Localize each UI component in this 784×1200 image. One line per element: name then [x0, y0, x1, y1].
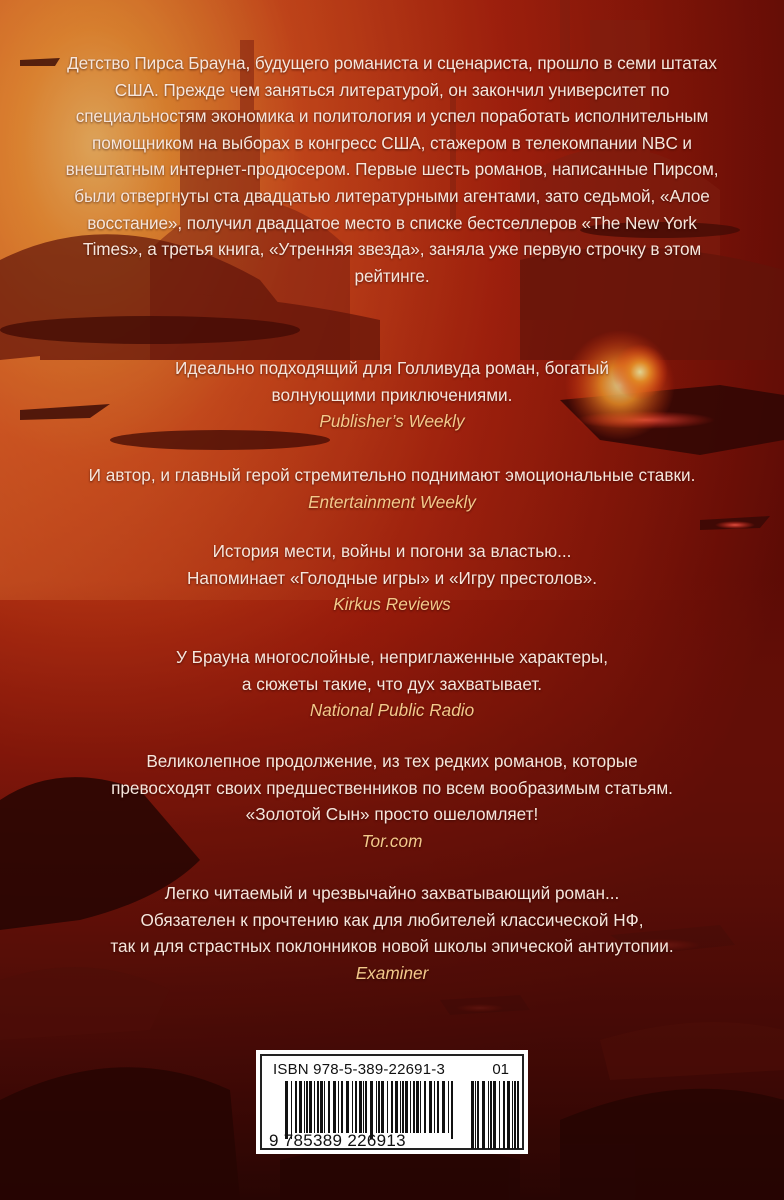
quote-line: Легко читаемый и чрезвычайно захватывающий роман...	[164, 883, 620, 903]
quote-line: так и для страстных поклонников новой школы эпической антиутопии.	[110, 936, 674, 957]
barcode-bar	[434, 1081, 435, 1133]
barcode-bar	[381, 1081, 384, 1133]
quote-line: Обязателен к прочтению как для любителей классической НФ,	[140, 909, 644, 930]
review-quote-3	[30, 538, 754, 618]
isbn-label: ISBN 978-5-389-22691-3	[273, 1061, 446, 1078]
barcode-bar	[355, 1081, 357, 1133]
barcode-bar	[488, 1081, 489, 1149]
quote-source: Kirkus Reviews	[333, 594, 451, 615]
quote-source: Publisher’s Weekly	[319, 411, 465, 432]
review-quote-2	[30, 462, 754, 515]
barcode-bar	[328, 1081, 330, 1133]
quote-source: Examiner	[355, 962, 429, 983]
barcode-bar	[482, 1081, 485, 1149]
barcode-bar	[517, 1081, 519, 1149]
barcode-bar	[499, 1081, 500, 1149]
barcode-bar	[363, 1081, 364, 1133]
barcode-bar	[448, 1081, 449, 1133]
barcode-bar	[416, 1081, 419, 1133]
barcode-bar	[295, 1081, 297, 1133]
barcode-bar	[309, 1081, 312, 1133]
barcode-bar	[365, 1081, 367, 1133]
barcode-bar	[514, 1081, 516, 1149]
quote-line: Великолепное продолжение, из тех редких романов, которые	[146, 751, 638, 771]
barcode-bar	[451, 1081, 453, 1139]
barcode-bar	[410, 1081, 411, 1133]
barcode-bar	[378, 1081, 380, 1133]
barcode-bar	[493, 1081, 496, 1149]
barcode-bar	[424, 1081, 426, 1133]
barcode-bar	[400, 1081, 401, 1133]
barcode-bar	[507, 1081, 510, 1149]
review-quote-5	[30, 748, 754, 854]
barcode-bar	[314, 1081, 315, 1133]
quote-line: а сюжеты такие, что дух захватывает.	[241, 673, 543, 694]
barcode-bar	[437, 1081, 439, 1133]
quote-line: История мести, войны и погони за властью...	[212, 541, 572, 561]
barcode-bar	[503, 1081, 505, 1149]
quote-line: Напоминает «Голодные игры» и «Игру престолов».	[187, 567, 597, 588]
barcode-area	[265, 1059, 519, 1150]
author-bio-paragraph: Детство Пирса Брауна, будущего романиста и сценариста, прошло в семи штатах США. Прежде чем заняться литературой, он закончил университет по специальностям экономика и политология и успел поработать исполнительным помощником на выборах в конгресс США, стажером в телекомпании NBC и внештатным интернет-продюсером. Первые шесть романов, написанные Пирсом, были отвергнуты ста двадцатью литературными агентами, зато седьмой, «Алое восстание», получил двадцатое место в списке бестселлеров «The New York Times», а третья книга, «Утренняя звезда», заняла уже первую строчку в этом рейтинге.	[65, 53, 719, 286]
barcode-bar	[420, 1081, 421, 1133]
quote-line: волнующими приключениями.	[271, 384, 513, 405]
barcode-bar	[391, 1081, 393, 1133]
quote-line: У Брауна многослойные, неприглаженные характеры,	[175, 647, 608, 667]
barcode-bar	[512, 1081, 513, 1149]
barcode-bar	[395, 1081, 398, 1133]
review-quote-6	[30, 880, 754, 986]
barcode-bar	[429, 1081, 432, 1133]
barcode-bar	[405, 1081, 408, 1133]
quote-line: Идеально подходящий для Голливуда роман, богатый	[175, 358, 609, 378]
barcode-bar	[320, 1081, 323, 1133]
barcode-bar	[475, 1081, 476, 1149]
barcode-bar	[346, 1081, 349, 1133]
review-quote-1	[30, 355, 754, 435]
quote-line: «Золотой Сын» просто ошеломляет!	[245, 804, 539, 825]
quote-line: превосходят своих предшественников по всем вообразимым статьям.	[111, 777, 673, 798]
barcode-bar	[442, 1081, 445, 1133]
barcode-bar	[352, 1081, 353, 1133]
barcode-bar	[387, 1081, 388, 1133]
barcode-bar	[333, 1081, 336, 1133]
review-quote-4	[30, 644, 754, 724]
isbn-barcode	[256, 1050, 528, 1154]
barcode-addon-bars	[471, 1081, 519, 1149]
quote-source: Entertainment Weekly	[308, 491, 476, 512]
barcode-bar	[338, 1081, 339, 1133]
barcode-bar	[359, 1081, 362, 1133]
barcode-bar	[490, 1081, 492, 1149]
barcode-bar	[299, 1081, 302, 1133]
quote-line: И автор, и главный герой стремительно поднимают эмоциональные ставки.	[88, 465, 696, 485]
barcode-bar	[304, 1081, 305, 1133]
barcode-bar	[471, 1081, 474, 1149]
barcode-bar	[324, 1081, 325, 1133]
barcode-bar	[317, 1081, 319, 1133]
barcode-bar	[341, 1081, 343, 1133]
quote-source: Tor.com	[361, 830, 423, 851]
barcode-bar	[413, 1081, 415, 1133]
barcode-bar	[477, 1081, 479, 1149]
ean-digits: 9 785389 226913	[269, 1131, 406, 1150]
barcode-bar	[306, 1081, 308, 1133]
barcode-addon-code: 01	[492, 1061, 509, 1078]
barcode-bar	[402, 1081, 404, 1133]
quote-source: National Public Radio	[309, 700, 475, 721]
barcode-bar	[376, 1081, 377, 1133]
